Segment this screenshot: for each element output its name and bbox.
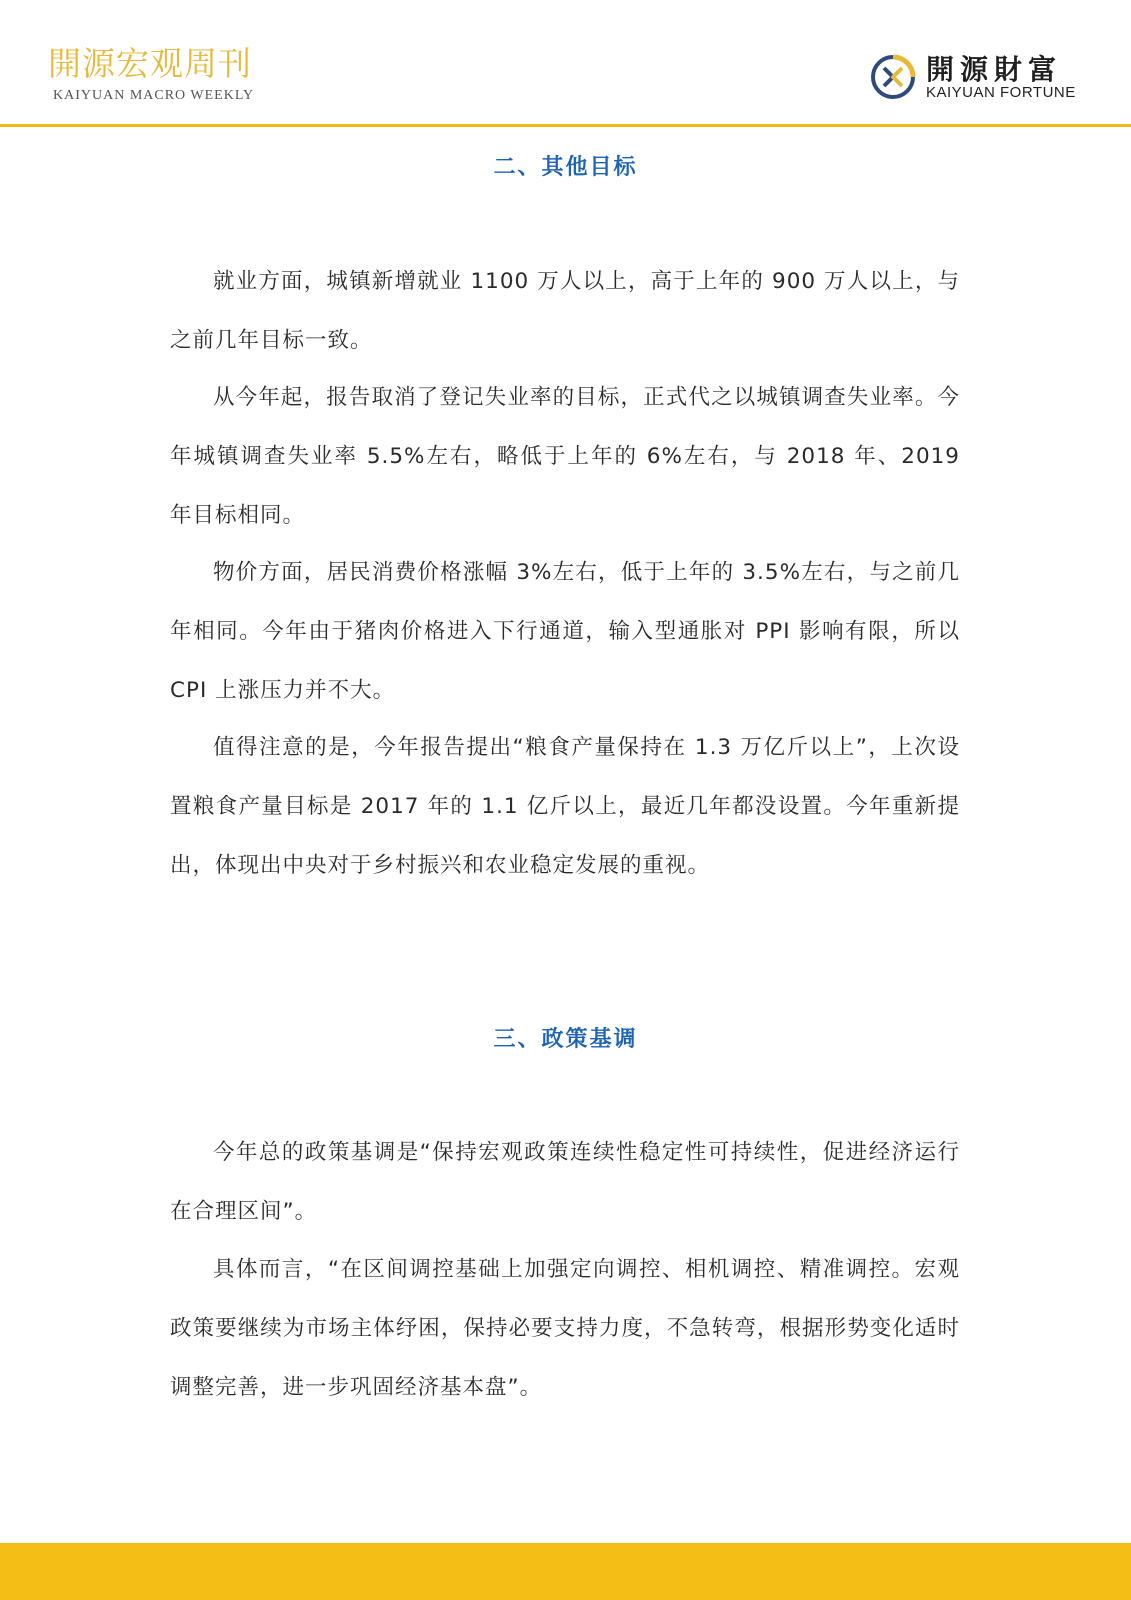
page-header [0, 0, 1131, 126]
paragraph-policy-tone: 今年总的政策基调是“保持宏观政策连续性稳定性可持续性，促进经济运行在合理区间”。 [170, 1140, 960, 1224]
header-divider [0, 124, 1131, 127]
publication-subtitle: KAIYUAN MACRO WEEKLY [53, 88, 255, 103]
paragraph-unemployment: 从今年起，报告取消了登记失业率的目标，正式代之以城镇调查失业率。今年城镇调查失业率 5.5%左右，略低于上年的 6%左右，与 2018 年、2019 年目标相同。 [170, 385, 960, 528]
paragraph-grain: 值得注意的是，今年报告提出“粮食产量保持在 1.3 万亿斤以上”，上次设置粮食产量目标是 2017 年的 1.1 亿斤以上，最近几年都没设置。今年重新提出，体现出中央对于乡村振兴和农业稳定发展的重视。 [170, 735, 960, 878]
paragraph-employment: 就业方面，城镇新增就业 1100 万人以上，高于上年的 900 万人以上，与之前几年目标一致。 [170, 269, 960, 353]
footer-band [0, 1543, 1131, 1600]
section-heading-policy-tone: 三、政策基调 [493, 1027, 638, 1052]
kaiyuan-logo-icon [868, 52, 918, 102]
paragraph-prices: 物价方面，居民消费价格涨幅 3%左右，低于上年的 3.5%左右，与之前几年相同。今年由于猪肉价格进入下行通道，输入型通胀对 PPI 影响有限，所以 CPI 上涨压力并不大。 [170, 560, 960, 703]
company-name-en: KAIYUAN FORTUNE [926, 84, 1076, 101]
section-heading-other-targets: 二、其他目标 [493, 155, 638, 180]
company-name-cn: 開源財富 [926, 53, 1063, 86]
paragraph-policy-details: 具体而言，“在区间调控基础上加强定向调控、相机调控、精准调控。宏观政策要继续为市场主体纾困，保持必要支持力度，不急转弯，根据形势变化适时调整完善，进一步巩固经济基本盘”。 [170, 1257, 960, 1400]
company-logo [868, 52, 1078, 108]
publication-title: 開源宏观周刊 [48, 44, 252, 83]
